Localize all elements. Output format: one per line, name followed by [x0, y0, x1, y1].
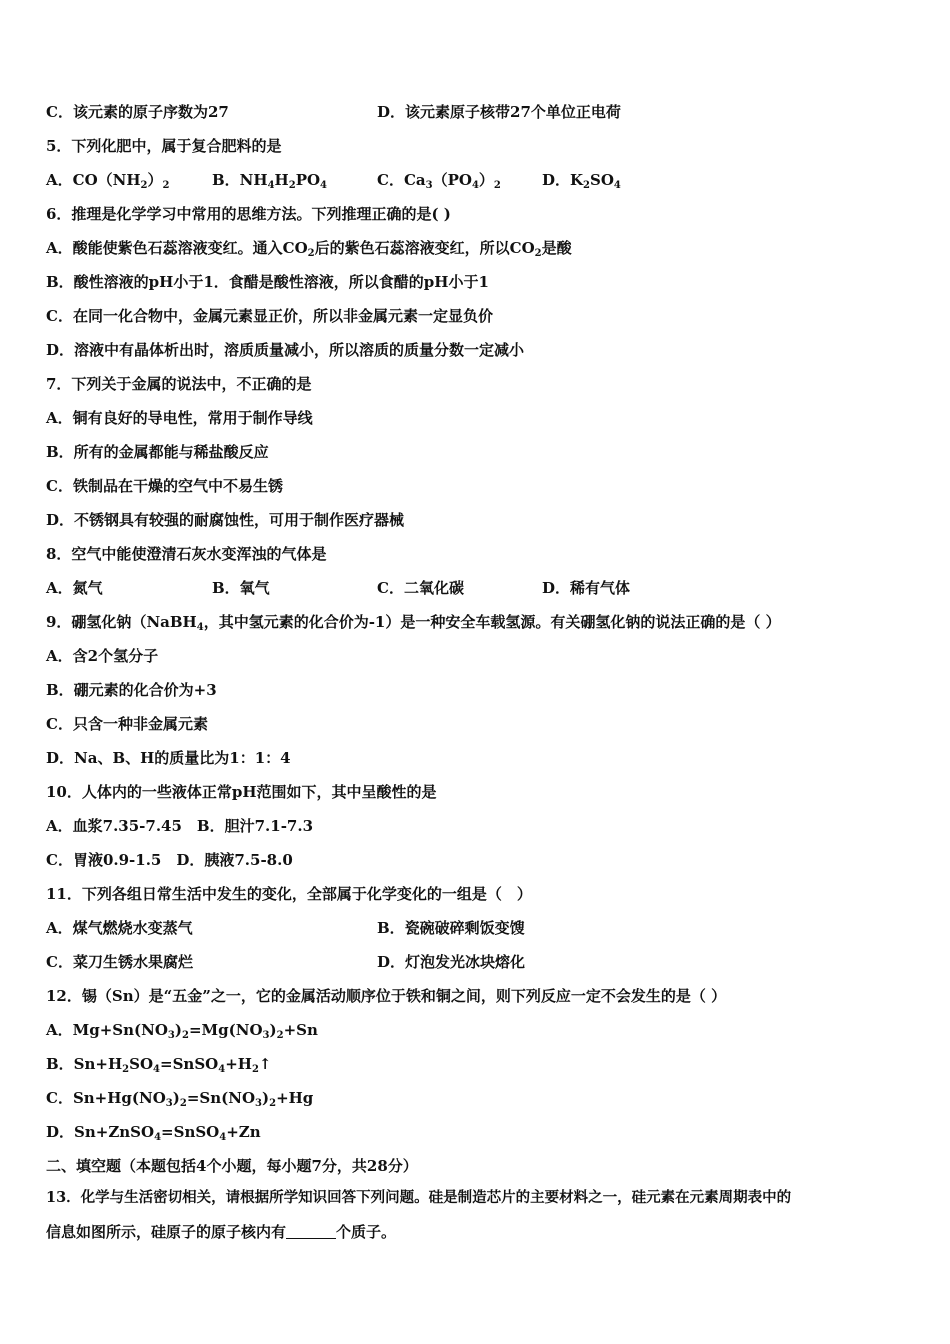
answer-blank[interactable]	[286, 1224, 336, 1239]
q11-option-b: B．瓷碗破碎剩饭变馊	[377, 919, 525, 937]
q8-option-a: A．氮气	[46, 579, 103, 597]
q12-option-b: B．$Sn+H_2SO_4=SnSO_4+H_2↑$	[46, 1055, 272, 1075]
q11-option-a: A．煤气燃烧水变蒸气	[46, 919, 193, 937]
q5-option-d: D．$K_2SO_4$	[542, 171, 621, 191]
q10-stem: 10．人体内的一些液体正常pH范围如下，其中呈酸性的是	[46, 783, 437, 801]
q6-option-c: C．在同一化合物中，金属元素显正价，所以非金属元素一定显负价	[46, 307, 493, 325]
q7-option-d: D．不锈钢具有较强的耐腐蚀性，可用于制作医疗器械	[46, 511, 405, 529]
q8-stem: 8．空气中能使澄清石灰水变浑浊的气体是	[46, 545, 327, 563]
q13-stem-line-2: 信息如图所示，硅原子的原子核内有 个质子。	[46, 1223, 397, 1241]
q6-option-a: A．酸能使紫色石蕊溶液变红。通入$CO_2$后的紫色石蕊溶液变红，所以$CO_2$是酸	[46, 239, 572, 259]
q11-option-d: D．灯泡发光冰块熔化	[377, 953, 526, 971]
q7-option-a: A．铜有良好的导电性，常用于制作导线	[46, 409, 313, 427]
q10-options-cd: C．胃液0.9-1.5 D．胰液7.5-8.0	[46, 851, 293, 869]
q6-option-d: D．溶液中有晶体析出时，溶质质量减小，所以溶质的质量分数一定减小	[46, 341, 525, 359]
q11-option-c: C．菜刀生锈水果腐烂	[46, 953, 193, 971]
q12-option-d: D．Sn+ZnSO$_4$=SnSO$_4$+Zn	[46, 1123, 261, 1143]
q12-stem: 12．锡（Sn）是“五金”之一，它的金属活动顺序位于铁和铜之间，则下列反应一定不会发生的是（ ）	[46, 987, 727, 1005]
q6-stem: 6．推理是化学学习中常用的思维方法。下列推理正确的是( )	[46, 205, 451, 223]
q5-option-c: C．$Ca_3(PO_4)_2$	[377, 171, 501, 191]
q8-option-c: C．二氧化碳	[377, 579, 464, 597]
q9-stem: 9．硼氢化钠（NaBH$_4$，其中氢元素的化合价为-1）是一种安全车载氢源。有关硼氢化钠的说法正确的是（ ）	[46, 613, 781, 633]
q11-stem: 11．下列各组日常生活中发生的变化，全部属于化学变化的一组是（ ）	[46, 885, 532, 903]
q6-option-b: B．酸性溶液的pH小于1．食醋是酸性溶液，所以食醋的pH小于1	[46, 273, 489, 291]
q7-stem: 7．下列关于金属的说法中，不正确的是	[46, 375, 312, 393]
q9-option-b: B．硼元素的化合价为+3	[46, 681, 217, 699]
q5-option-b: B．$NH_4H_2PO_4$	[212, 171, 328, 191]
q12-option-a: A．$Mg+Sn(NO_3)_2=Mg(NO_3)_2+Sn$	[46, 1021, 318, 1041]
q7-option-c: C．铁制品在干燥的空气中不易生锈	[46, 477, 283, 495]
q5-stem: 5．下列化肥中，属于复合肥料的是	[46, 137, 282, 155]
q7-option-b: B．所有的金属都能与稀盐酸反应	[46, 443, 269, 461]
q8-option-b: B．氧气	[212, 579, 270, 597]
q12-option-c: C．$Sn+Hg(NO_3)_2=Sn(NO_3)_2+Hg$	[46, 1089, 314, 1109]
q9-option-d: D．Na、B、H的质量比为1：1：4	[46, 749, 291, 767]
q13-stem-line-1: 13．化学与生活密切相关，请根据所学知识回答下列问题。硅是制造芯片的主要材料之一，硅元素在元素周期表中的	[46, 1189, 792, 1206]
q5-option-a: A．$CO(NH_2)_2$	[46, 171, 170, 191]
q8-option-d: D．稀有气体	[542, 579, 631, 597]
q9-option-c: C．只含一种非金属元素	[46, 715, 208, 733]
section-heading: 二、填空题（本题包括4个小题，每小题7分，共28分）	[46, 1157, 418, 1175]
q4-option-d: D．该元素原子核带27个单位正电荷	[377, 103, 621, 121]
q9-option-a: A．含2个氢分子	[46, 647, 159, 665]
q10-options-ab: A．血浆7.35-7.45 B．胆汁7.1-7.3	[46, 817, 314, 835]
q4-option-c: C．该元素的原子序数为27	[46, 103, 229, 121]
